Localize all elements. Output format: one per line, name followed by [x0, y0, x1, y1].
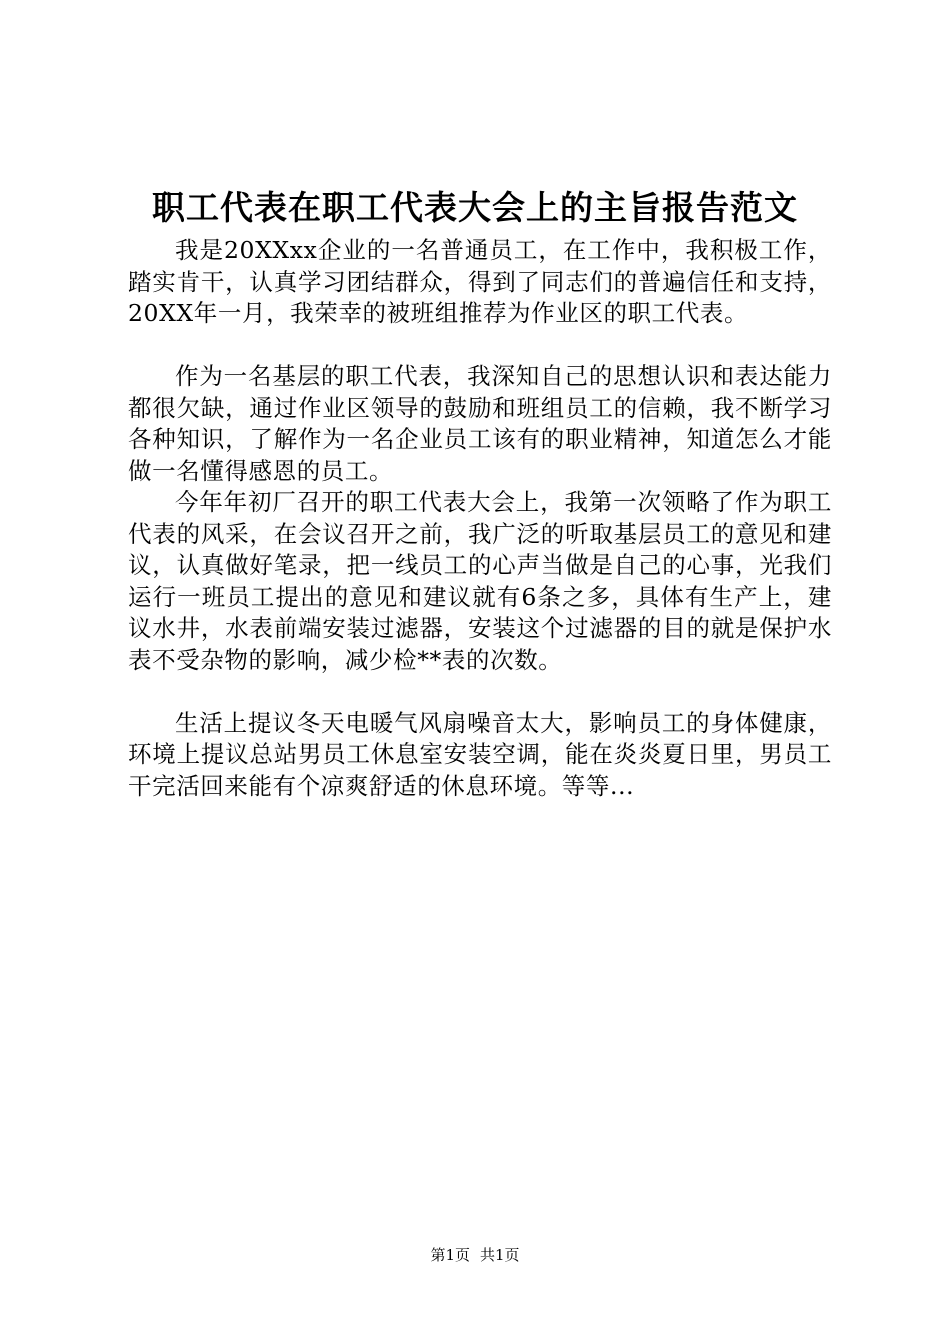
page-footer	[0, 1245, 950, 1265]
paragraph-spacer	[128, 330, 832, 362]
paragraph-1: 我是20XXxx企业的一名普通员工，在工作中，我积极工作，踏实肯干，认真学习团结群众，得到了同志们的普遍信任和支持，20XX年一月，我荣幸的被班组推荐为作业区的职工代表。	[128, 236, 832, 327]
paragraph-spacer	[128, 676, 832, 708]
paragraph-4: 生活上提议冬天电暖气风扇噪音太大，影响员工的身体健康，环境上提议总站男员工休息室安装空调，能在炎炎夏日里，男员工干完活回来能有个凉爽舒适的休息环境。等等...	[128, 708, 832, 800]
page-number-current: 第1页	[430, 1246, 470, 1264]
paragraph-2: 作为一名基层的职工代表，我深知自己的思想认识和表达能力都很欠缺，通过作业区领导的鼓励和班组员工的信赖，我不断学习各种知识，了解作为一名企业员工该有的职业精神，知道怎么才能做一名懂得感恩的员工。	[128, 362, 832, 485]
page-number-total: 共1页	[480, 1246, 520, 1264]
paragraph-3: 今年年初厂召开的职工代表大会上，我第一次领略了作为职工代表的风采，在会议召开之前，我广泛的听取基层员工的意见和建议，认真做好笔录，把一线员工的心声当做是自己的心事，光我们运行一班员工提出的意见和建议就有6条之多，具体有生产上，建议水井，水表前端安装过滤器，安装这个过滤器的目的就是保护水表不受杂物的影响，减少检**表的次数。	[128, 488, 832, 674]
document-title: 职工代表在职工代表大会上的主旨报告范文	[152, 188, 798, 227]
document-body	[128, 235, 832, 802]
